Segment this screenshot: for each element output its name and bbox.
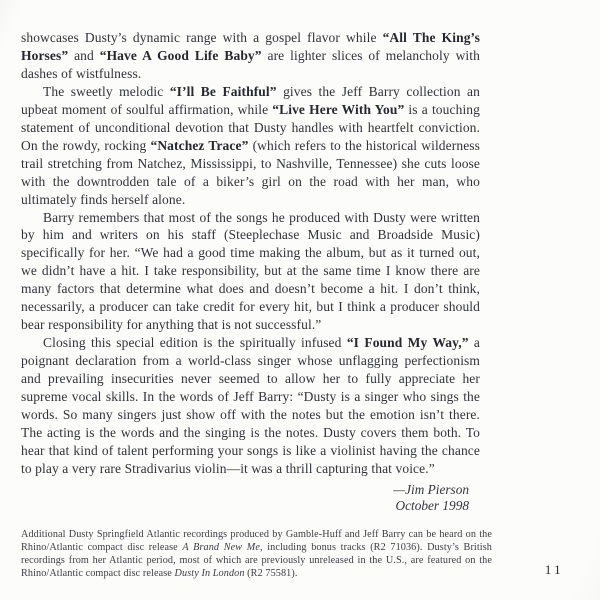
song-title: “I’ll Be Faithful”	[169, 83, 277, 99]
song-title: “Live Here With You”	[272, 101, 405, 117]
page-number: 11	[544, 563, 564, 577]
paragraph	[21, 83, 480, 209]
text-run: Additional Dusty Springfield Atlantic recordings produced by Gamble-Huff and Jeff Barry can be heard on the Rhino/Atlantic compact disc release	[21, 528, 492, 553]
paragraph	[21, 209, 480, 335]
song-title: “All The King’s Horses”	[21, 30, 480, 63]
song-title: “Have A Good Life Baby”	[99, 47, 262, 63]
signature-date: October 1998	[395, 498, 469, 514]
song-title: “I Found My Way,”	[346, 335, 469, 351]
liner-notes-body	[21, 29, 480, 478]
text-run: gives the Jeff Barry collection an upbeat moment of soulful affirmation, while	[21, 83, 480, 117]
text-run: showcases Dusty’s dynamic range with a gospel flavor while	[21, 30, 383, 45]
paragraph	[21, 334, 480, 478]
footnote	[21, 528, 492, 580]
text-run: Barry remembers that most of the songs he produced with Dusty were written by him and writers on his staff (Steeplechase Music and Broadside Music) specifically for her. “We had a good time making the album, but as it turned out, we didn’t have a hit. I take responsibility, but at the same time I know there are many factors that determine what does and doesn’t become a hit. I don’t think, necessarily, a producer can take credit for every hit, but I think a producer should bear responsibility for anything that is not successful.”	[21, 209, 480, 333]
text-run: The sweetly melodic	[43, 83, 170, 99]
signature-block	[21, 482, 480, 515]
text-run: and	[68, 47, 100, 63]
text-run: a poignant declaration from a world-class singer whose unflagging perfectionism and prevailing insecurities never seemed to allow her to fully appreciate her supreme vocal skills. In the words of Jeff Barry: “Dusty is a singer who sings the words. So many singers just show off with the notes but the emotion isn’t there. The acting is the words and the singing is the notes. Dusty covers them both. To hear that kind of talent performing your songs is like a violinist having the chance to play a very rare Stradivarius violin—it was a thrill capturing that voice.”	[21, 335, 481, 476]
signature-author: —Jim Pierson	[393, 481, 469, 497]
text-run: (R2 75581).	[244, 568, 298, 580]
song-title: “Natchez Trace”	[150, 137, 249, 153]
album-title: A Brand New Me	[182, 541, 260, 553]
text-run: , including bonus tracks (R2 71036). Dusty’s British recordings from her Atlantic period, most of which are previously unreleased in the U.S., are featured on the Rhino/Atlantic compact disc release	[21, 541, 492, 580]
text-run: Closing this special edition is the spiritually infused	[43, 335, 347, 351]
text-run: are lighter slices of melancholy with dashes of wistfulness.	[21, 47, 480, 81]
text-run: (which refers to the historical wilderness trail stretching from Natchez, Mississippi, to Nashville, Tennessee) she cuts loose with the downtrodden tale of a biker’s girl on the road with her man, who ultimately finds herself alone.	[21, 137, 480, 207]
album-title: Dusty In London	[174, 568, 245, 580]
text-run: is a touching statement of unconditional devotion that Dusty handles with heartfelt conviction. On the rowdy, rocking	[21, 101, 480, 153]
paragraph	[21, 29, 480, 83]
